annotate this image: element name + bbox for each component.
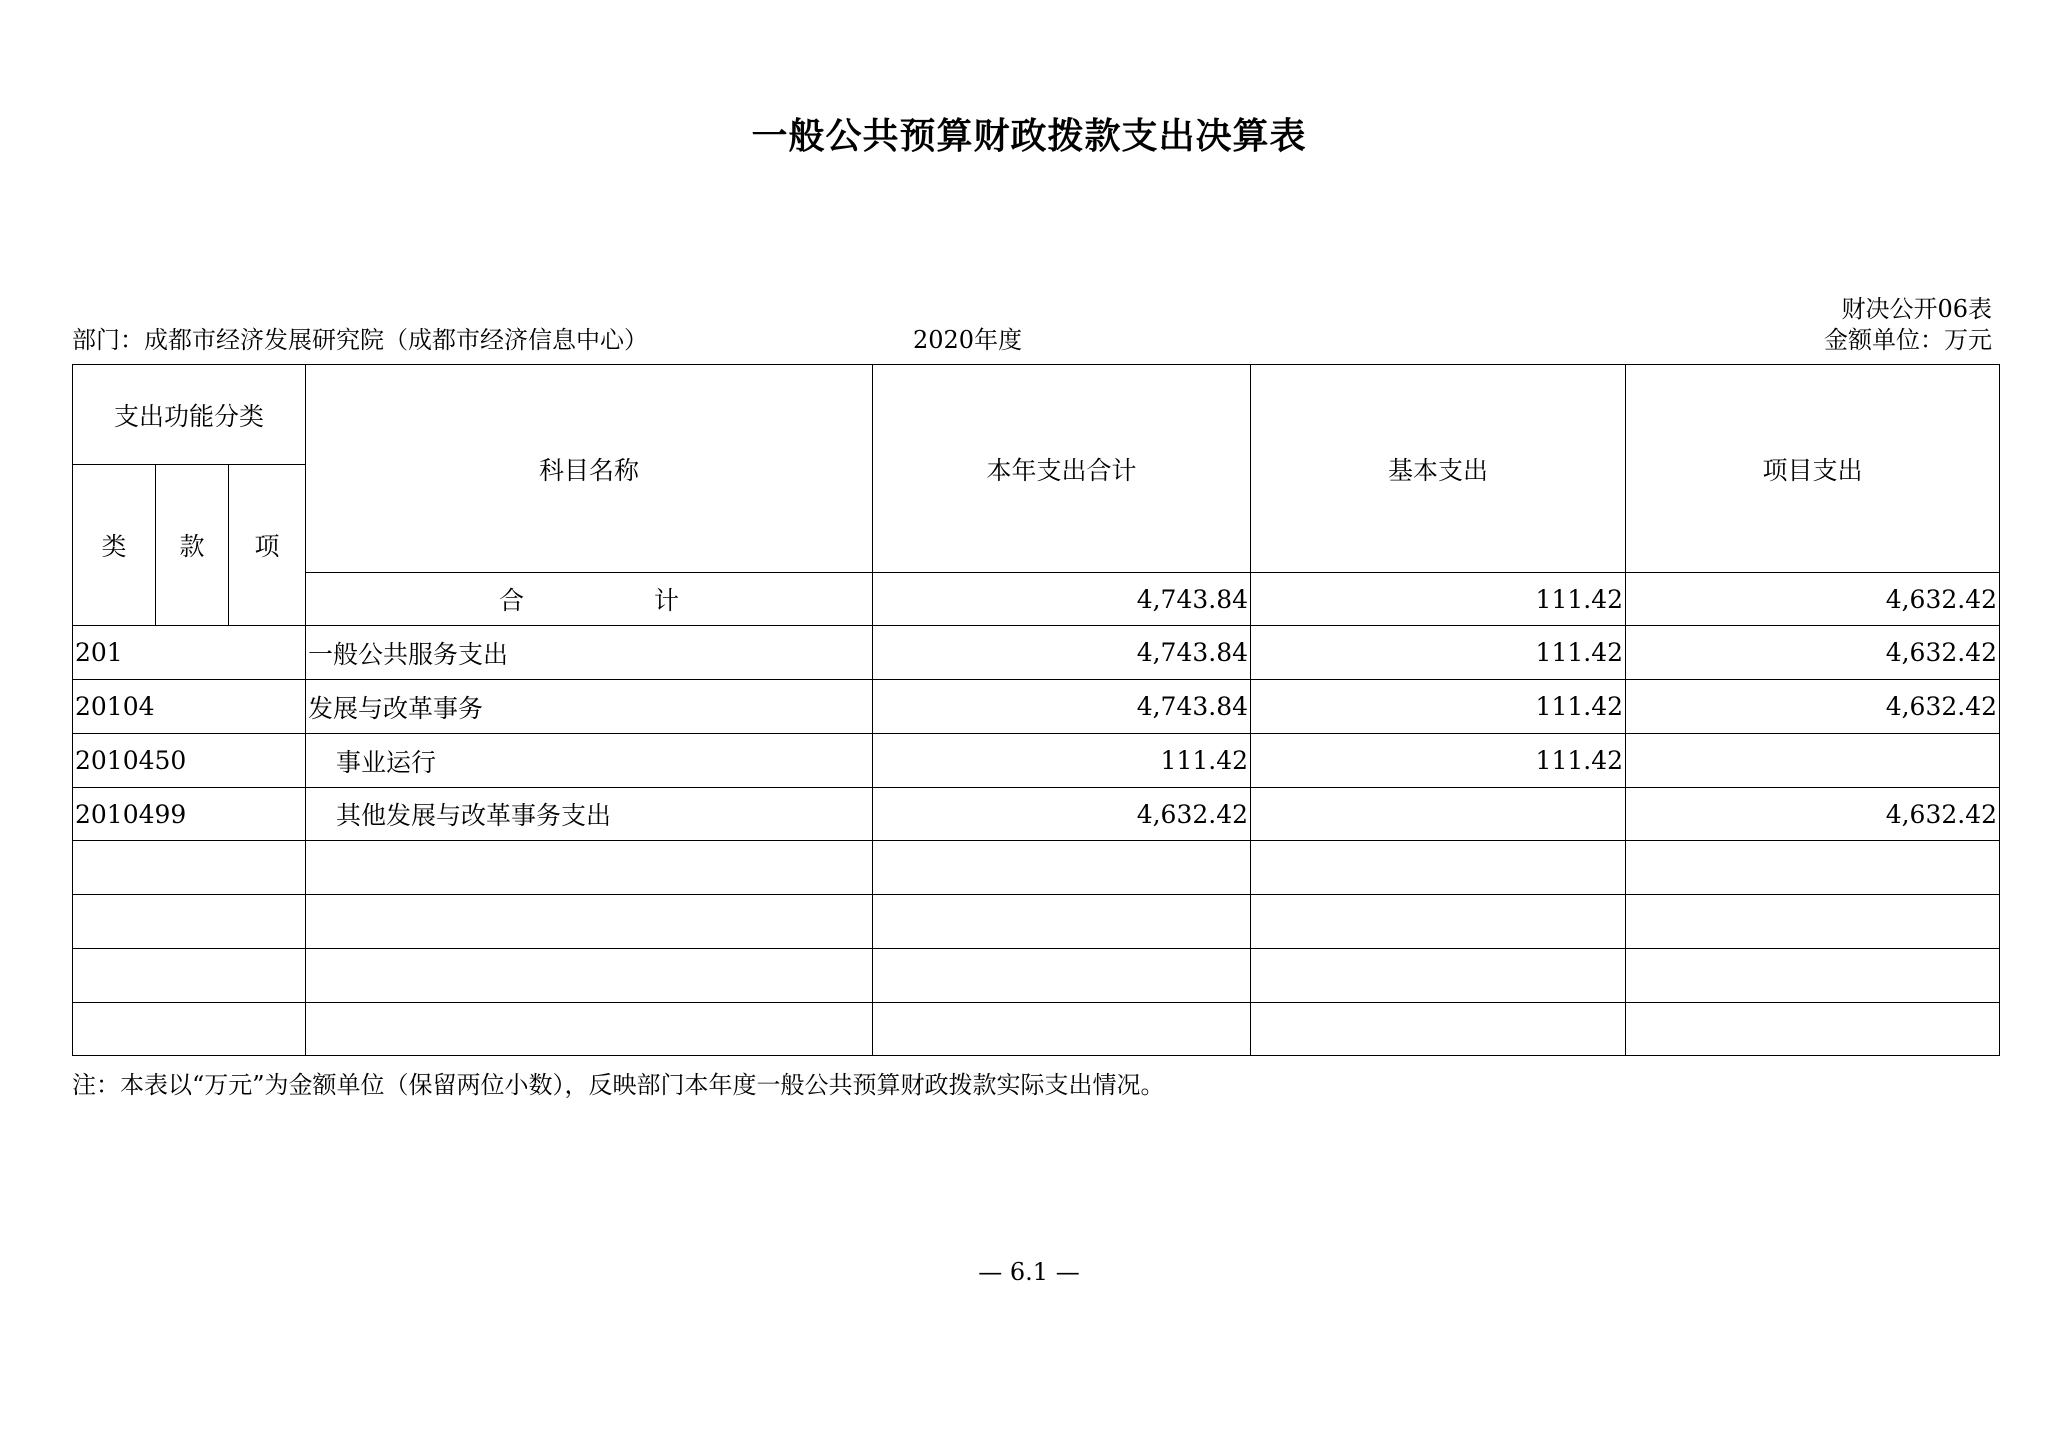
page-number: — 6.1 —	[978, 1258, 1080, 1286]
page-title: 一般公共预算财政拨款支出决算表	[751, 116, 1307, 157]
kuan-header: 款	[156, 465, 229, 626]
project-header: 项目支出	[1626, 365, 2000, 573]
row-code: 2010499	[73, 788, 306, 841]
fiscal-year: 2020年度	[913, 326, 1023, 354]
row-basic: 111.42	[1251, 680, 1626, 734]
row-code: 20104	[73, 680, 306, 734]
subject-name-header: 科目名称	[306, 365, 873, 573]
total-label	[306, 573, 873, 626]
total-row-basic: 111.42	[1251, 573, 1626, 626]
expenditure-table	[72, 364, 2000, 1056]
row-total: 4,743.84	[873, 626, 1251, 680]
table-row	[73, 788, 2000, 841]
row-project: 4,632.42	[1626, 680, 2000, 734]
basic-header: 基本支出	[1251, 365, 1626, 573]
row-total: 4,632.42	[873, 788, 1251, 841]
form-number: 财决公开06表	[1841, 295, 1992, 323]
total-row-total: 4,743.84	[873, 573, 1251, 626]
table-row	[73, 680, 2000, 734]
row-basic: 111.42	[1251, 734, 1626, 788]
row-project: 4,632.42	[1626, 626, 2000, 680]
row-basic	[1251, 788, 1626, 841]
table-note: 注：本表以“万元”为金额单位（保留两位小数），反映部门本年度一般公共预算财政拨款实际支出情况。	[72, 1071, 1165, 1099]
row-basic: 111.42	[1251, 626, 1626, 680]
row-name: 事业运行	[306, 734, 873, 788]
table-row	[73, 734, 2000, 788]
xiang-header: 项	[229, 465, 306, 626]
row-code: 2010450	[73, 734, 306, 788]
row-code: 201	[73, 626, 306, 680]
empty-row	[73, 1003, 2000, 1056]
table-row	[73, 626, 2000, 680]
total-label-he: 合	[499, 586, 525, 615]
row-name: 一般公共服务支出	[306, 626, 873, 680]
row-name: 发展与改革事务	[306, 680, 873, 734]
total-row-project: 4,632.42	[1626, 573, 2000, 626]
row-total: 4,743.84	[873, 680, 1251, 734]
row-project	[1626, 734, 2000, 788]
amount-unit: 金额单位：万元	[1824, 326, 1992, 354]
department-label: 部门：成都市经济发展研究院（成都市经济信息中心）	[72, 326, 648, 354]
empty-row	[73, 841, 2000, 895]
lei-header: 类	[73, 465, 156, 626]
total-label-ji: 计	[654, 586, 680, 615]
function-class-header: 支出功能分类	[73, 365, 306, 465]
empty-row	[73, 949, 2000, 1003]
total-row	[73, 573, 2000, 626]
row-project: 4,632.42	[1626, 788, 2000, 841]
total-header: 本年支出合计	[873, 365, 1251, 573]
empty-row	[73, 895, 2000, 949]
row-name: 其他发展与改革事务支出	[306, 788, 873, 841]
row-total: 111.42	[873, 734, 1251, 788]
